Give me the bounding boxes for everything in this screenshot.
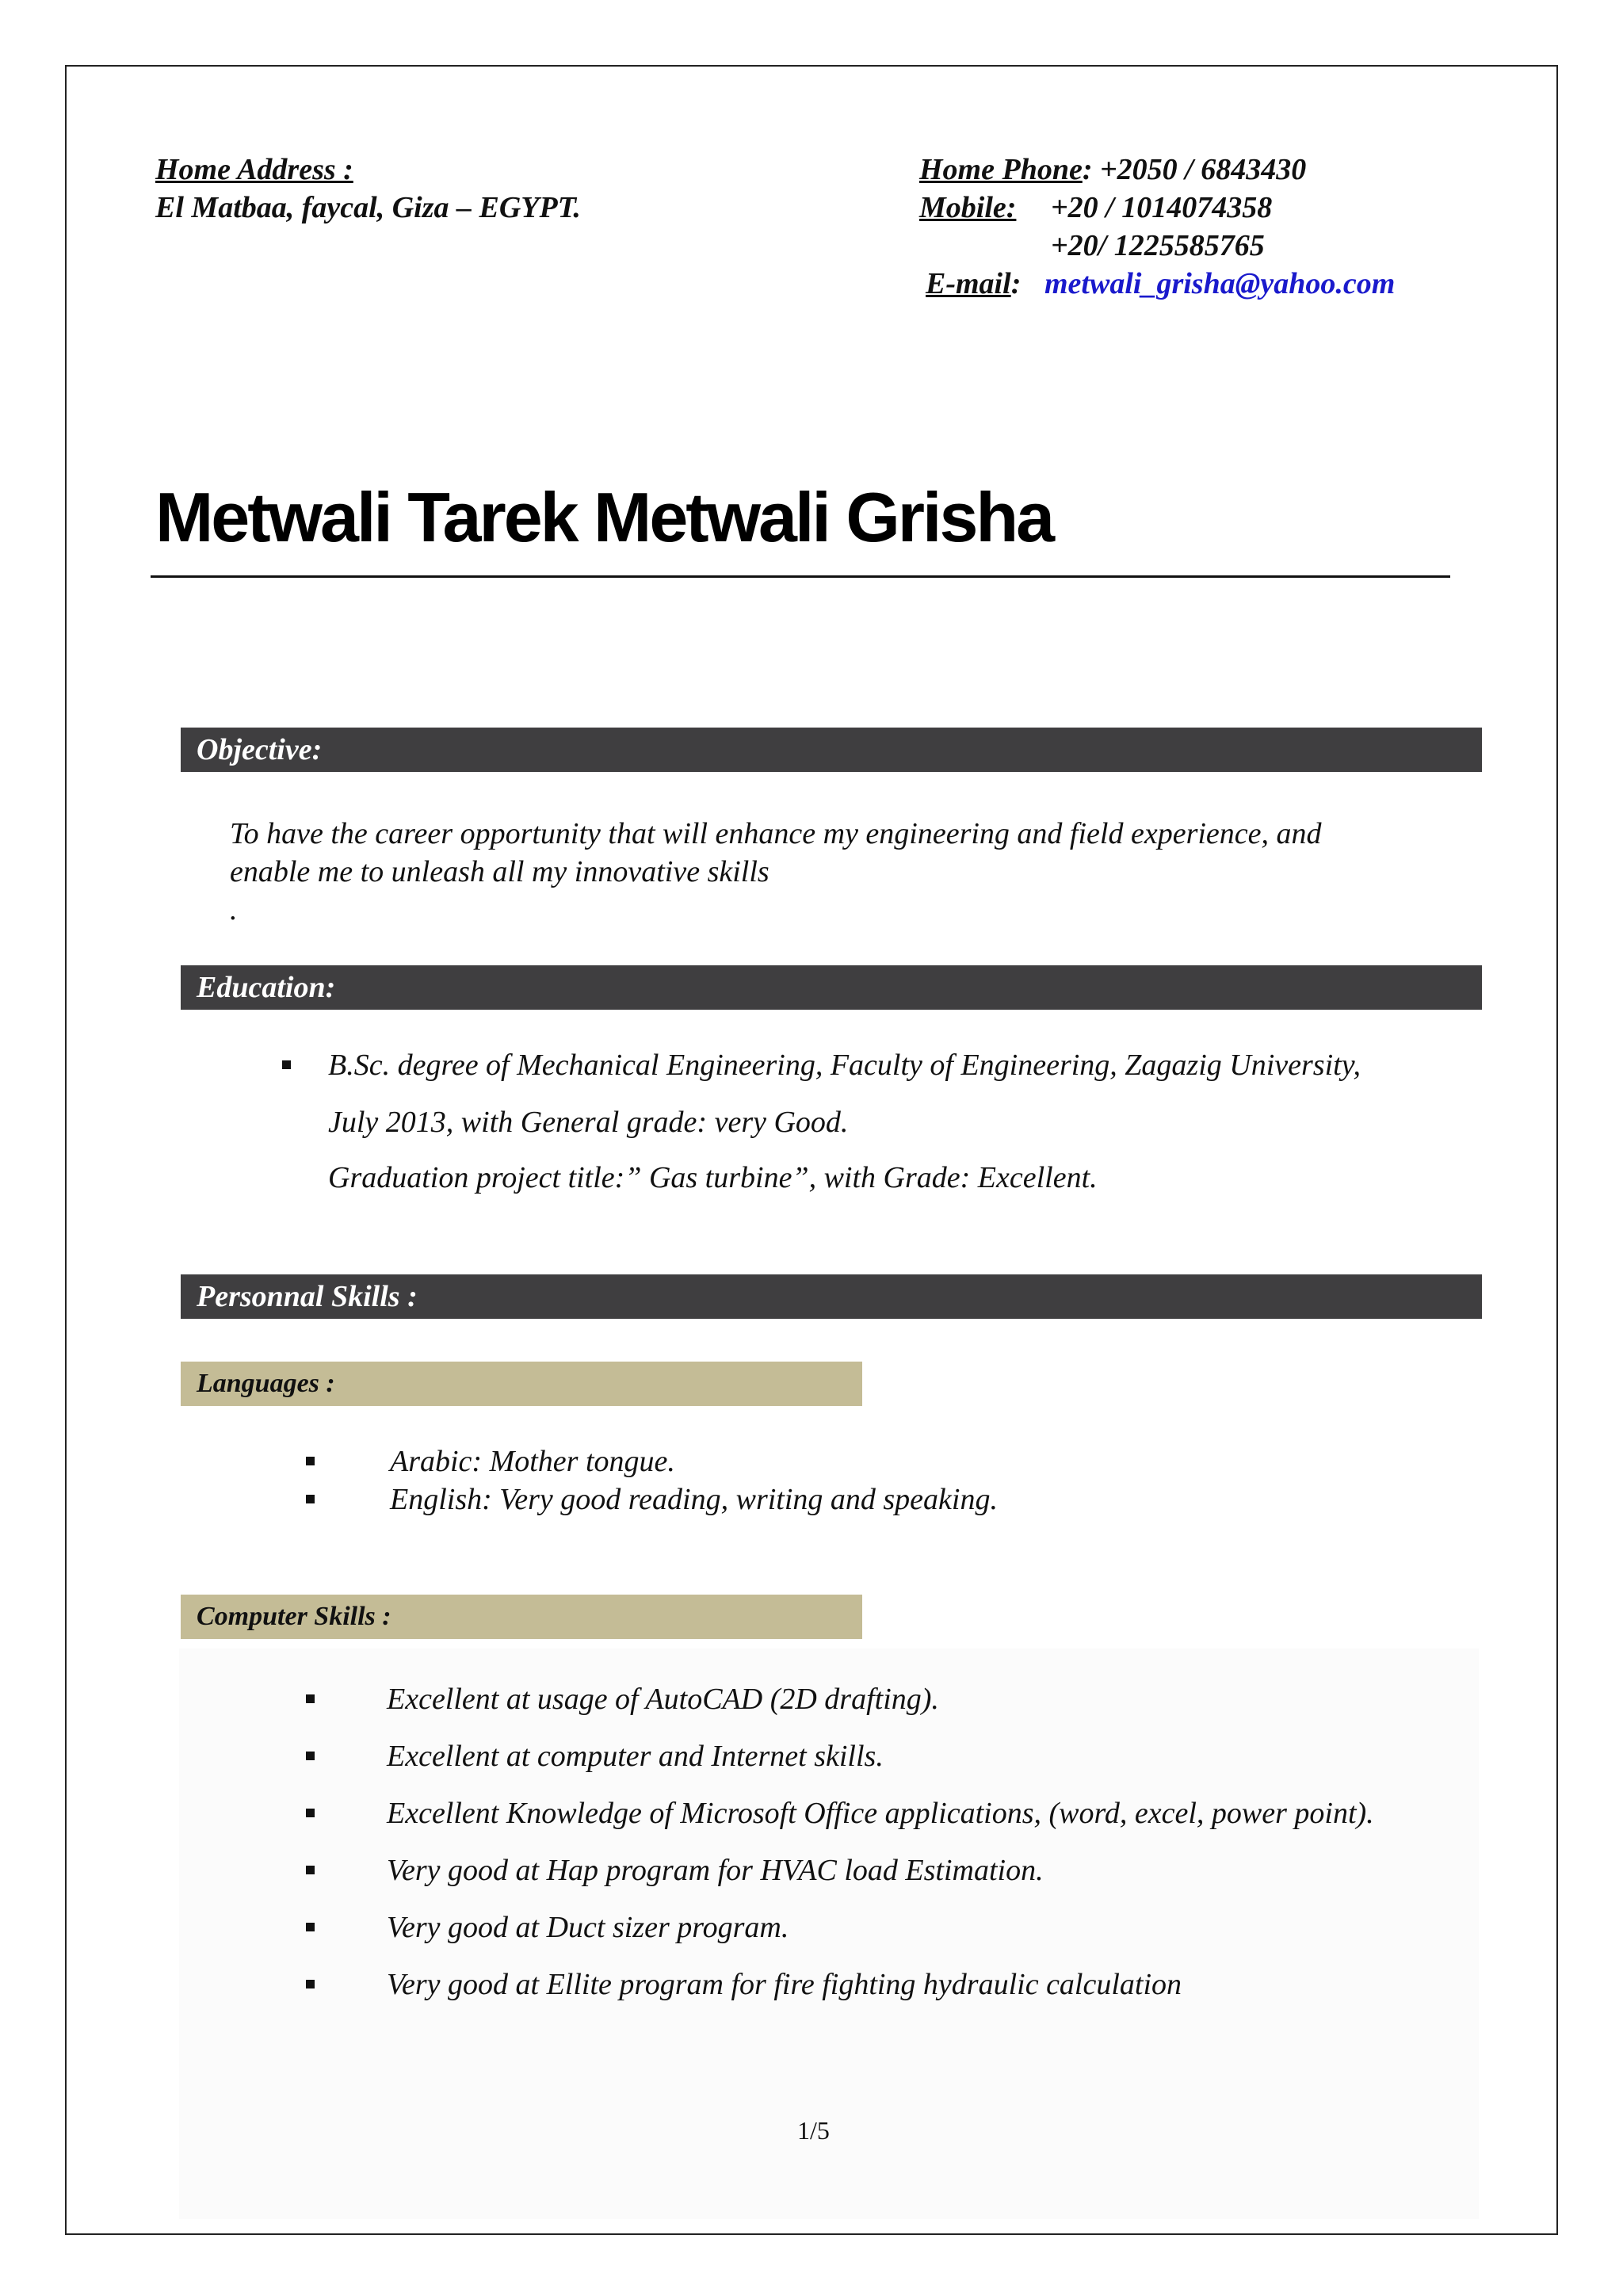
language-item: Arabic: Mother tongue.: [390, 1445, 675, 1478]
languages-heading: Languages :: [181, 1362, 862, 1406]
bullet-icon: [306, 1752, 315, 1760]
title-divider: [151, 575, 1450, 578]
computer-skill-item: Excellent at computer and Internet skills.: [387, 1740, 884, 1773]
bullet-icon: [282, 1060, 291, 1069]
home-phone-label: Home Phone: [919, 153, 1083, 186]
computer-skill-item: Very good at Duct sizer program.: [387, 1911, 789, 1944]
bullet-icon: [306, 1809, 315, 1817]
computer-skill-item: Excellent at usage of AutoCAD (2D drafting).: [387, 1683, 939, 1716]
bullet-icon: [306, 1495, 315, 1503]
education-heading: Education:: [181, 965, 1482, 1010]
objective-line-2: enable me to unleash all my innovative skills: [230, 855, 769, 888]
objective-line-3: .: [230, 893, 238, 926]
page-number: 1/5: [797, 2116, 830, 2145]
email: [926, 265, 1021, 303]
education-line-3: Graduation project title:” Gas turbine”, with Grade: Excellent.: [328, 1161, 1098, 1194]
mobile-value-2: +20/ 1225585765: [1051, 229, 1265, 262]
objective-line-1: To have the career opportunity that will enhance my engineering and field experience, and: [230, 817, 1322, 850]
language-item: English: Very good reading, writing and speaking.: [390, 1483, 998, 1516]
bullet-icon: [306, 1694, 315, 1703]
computer-skill-item: Excellent Knowledge of Microsoft Office applications, (word, excel, power point).: [387, 1797, 1374, 1830]
email-link[interactable]: metwali_grisha@yahoo.com: [1044, 267, 1396, 300]
email-label: E-mail: [926, 267, 1011, 300]
bullet-icon: [306, 1980, 315, 1988]
computer-skills-heading: Computer Skills :: [181, 1595, 862, 1639]
education-line-1: B.Sc. degree of Mechanical Engineering, Faculty of Engineering, Zagazig University,: [328, 1049, 1361, 1082]
home-address-value: El Matbaa, faycal, Giza – EGYPT.: [155, 191, 581, 224]
page-title: Metwali Tarek Metwali Grisha: [155, 478, 1053, 556]
email-separator: :: [1010, 267, 1022, 300]
bullet-icon: [306, 1457, 315, 1465]
mobile: [919, 189, 1016, 227]
mobile-value-1: +20 / 1014074358: [1051, 191, 1273, 224]
home-address-label: [155, 151, 353, 189]
skills-heading: Personnal Skills :: [181, 1274, 1482, 1319]
home-address-label-text: Home Address :: [155, 153, 353, 186]
education-line-2: July 2013, with General grade: very Good.: [328, 1106, 849, 1139]
mobile-label: Mobile:: [919, 191, 1017, 224]
home-phone: [919, 151, 1306, 189]
objective-heading: Objective:: [181, 728, 1482, 772]
home-phone-value: : +2050 / 6843430: [1082, 153, 1307, 186]
computer-skill-item: Very good at Ellite program for fire fighting hydraulic calculation: [387, 1968, 1182, 2001]
computer-skill-item: Very good at Hap program for HVAC load Estimation.: [387, 1854, 1044, 1887]
bullet-icon: [306, 1866, 315, 1874]
bullet-icon: [306, 1923, 315, 1931]
